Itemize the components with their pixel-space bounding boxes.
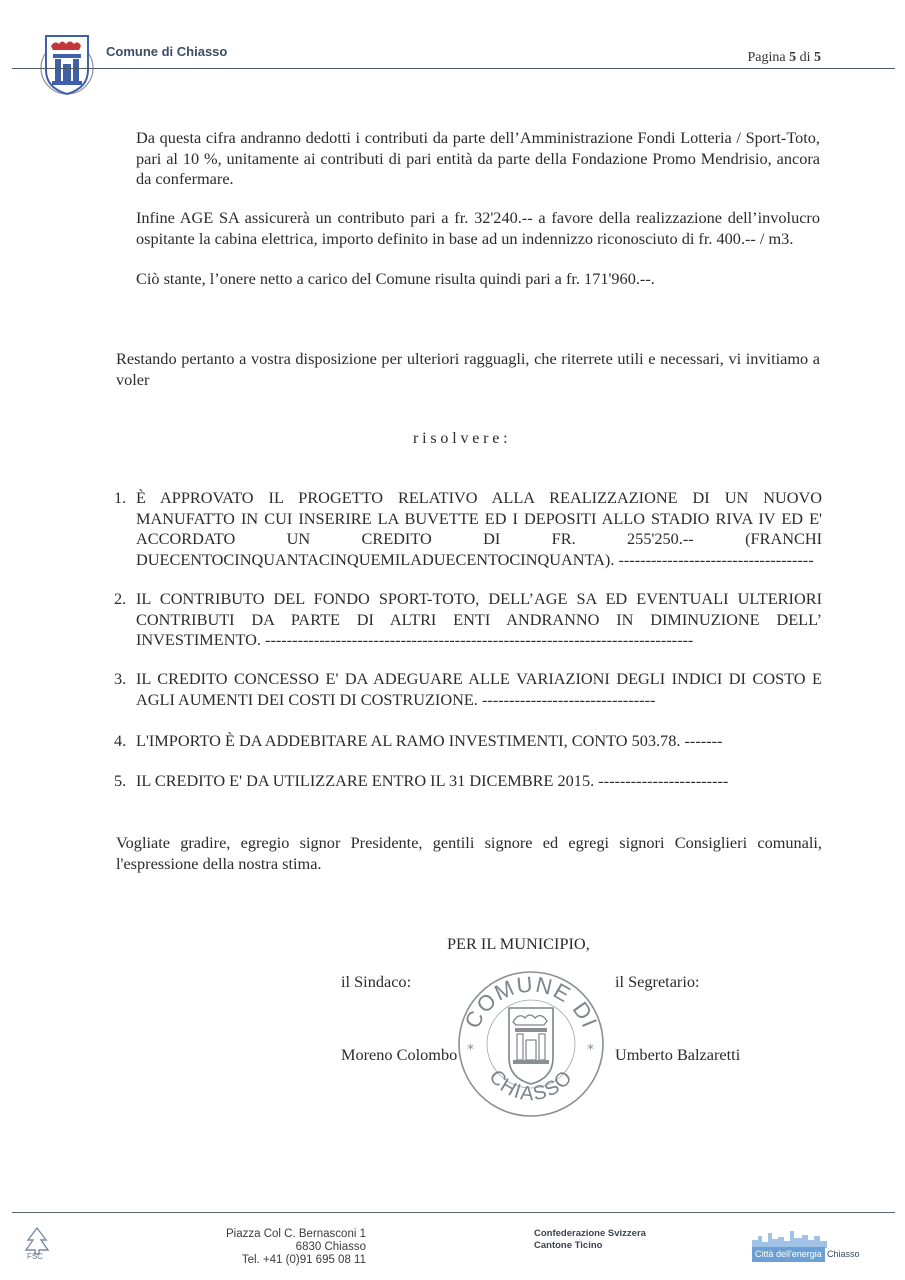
fsc-label: FSC bbox=[27, 1252, 43, 1261]
address-street: Piazza Col C. Bernasconi 1 bbox=[226, 1228, 366, 1240]
city-skyline-icon bbox=[752, 1228, 827, 1248]
seal-top-text: COMUNE DI bbox=[459, 971, 603, 1033]
resolve-heading: risolvere: bbox=[413, 430, 512, 447]
sindaco-name: Moreno Colombo bbox=[341, 1045, 458, 1064]
svg-text:CHIASSO bbox=[484, 1066, 577, 1106]
item-text: IL CREDITO CONCESSO E' DA ADEGUARE ALLE VARIAZIONI DEGLI INDICI DI COSTO E AGLI AUMENTI DEI COSTI DI COSTRUZIONE. -------------------------------- bbox=[136, 669, 822, 709]
item-text: IL CREDITO E' DA UTILIZZARE ENTRO IL 31 DICEMBRE 2015. ------------------------ bbox=[136, 771, 729, 790]
page-current: 5 bbox=[789, 50, 797, 65]
citta-energia-logo bbox=[752, 1228, 862, 1264]
item-number: 5. bbox=[114, 771, 127, 790]
item-text: È APPROVATO IL PROGETTO RELATIVO ALLA REALIZZAZIONE DI UN NUOVO MANUFATTO IN CUI INSERIRE LA BUVETTE ED I DEPOSITI ALLO STADIO RIVA IV ED E' ACCORDATO UN CREDITO DI FR. 255'250.-- (FRANCHI DUECENTOCINQUANTACINQUEMILADUECENTOCINQUANTA). ------------------------------------ bbox=[136, 488, 822, 569]
item-number: 3. bbox=[114, 669, 127, 688]
item-number: 4. bbox=[114, 731, 127, 750]
svg-text:COMUNE DI bbox=[460, 972, 603, 1033]
confederation-name: Confederazione Svizzera bbox=[534, 1228, 646, 1239]
paragraph-net-cost: Ciò stante, l’onere netto a carico del Comune risulta quindi pari a fr. 171'960.--. bbox=[136, 269, 655, 288]
confederation-block bbox=[534, 1228, 646, 1252]
page-header bbox=[0, 0, 905, 100]
page-number bbox=[748, 50, 822, 66]
closing-paragraph: Vogliate gradire, egregio signor Presidente, gentili signore ed egregi signori Consiglieri comunali, l'espressione della nostra stima. bbox=[116, 833, 822, 873]
address-city: 6830 Chiasso bbox=[295, 1241, 366, 1253]
svg-text:*: * bbox=[587, 1042, 594, 1058]
page-middle: di bbox=[796, 50, 814, 65]
canton-name: Cantone Ticino bbox=[534, 1240, 603, 1251]
seal-bottom-text: CHIASSO bbox=[484, 1065, 578, 1106]
paragraph-invitation: Restando pertanto a vostra disposizione per ulteriori ragguagli, che riterrete utili e necessari, vi invitiamo a voler bbox=[116, 349, 820, 389]
footer-divider bbox=[12, 1212, 895, 1213]
organization-name: Comune di Chiasso bbox=[106, 44, 228, 59]
sindaco-label: il Sindaco: bbox=[341, 972, 412, 991]
segretario-name: Umberto Balzaretti bbox=[615, 1045, 741, 1064]
item-number: 1. bbox=[114, 488, 127, 507]
address-phone: Tel. +41 (0)91 695 08 11 bbox=[241, 1254, 366, 1266]
item-text: L'IMPORTO È DA ADDEBITARE AL RAMO INVESTIMENTI, CONTO 503.78. ------- bbox=[136, 731, 723, 750]
header-divider bbox=[12, 68, 895, 69]
item-number: 2. bbox=[114, 589, 127, 608]
chiasso-coat-of-arms-icon bbox=[40, 32, 94, 98]
per-municipio-label: PER IL MUNICIPIO, bbox=[447, 934, 590, 953]
segretario-label: il Segretario: bbox=[615, 972, 700, 991]
svg-text:*: * bbox=[467, 1042, 474, 1058]
page-prefix: Pagina bbox=[747, 50, 790, 65]
paragraph-deductions: Da questa cifra andranno dedotti i contributi da parte dell’Amministrazione Fondi Lotteria / Sport-Toto, pari al 10 %, unitamente ai contributi di pari entità da parte della Fondazione Promo Mendrisio, ancora da confermare. bbox=[136, 128, 820, 188]
page-total: 5 bbox=[814, 50, 821, 65]
energia-badge: Città dell'energia bbox=[752, 1247, 825, 1262]
municipal-seal-stamp-icon bbox=[455, 968, 607, 1120]
footer-address bbox=[204, 1228, 366, 1267]
paragraph-age-contribution: Infine AGE SA assicurerà un contributo pari a fr. 32'240.-- a favore della realizzazione dell’involucro ospitante la cabina elettrica, importo definito in base ad un indennizzo riconosciuto di fr. 400.-- / m3. bbox=[136, 208, 820, 248]
energia-city: Chiasso bbox=[827, 1249, 860, 1259]
item-text: IL CONTRIBUTO DEL FONDO SPORT-TOTO, DELL’AGE SA ED EVENTUALI ULTERIORI CONTRIBUTI DA PARTE DI ALTRI ENTI ANDRANNO IN DIMINUZIONE DELL’ INVESTIMENTO. ------------------------------------------------------------------------------- bbox=[136, 589, 822, 649]
